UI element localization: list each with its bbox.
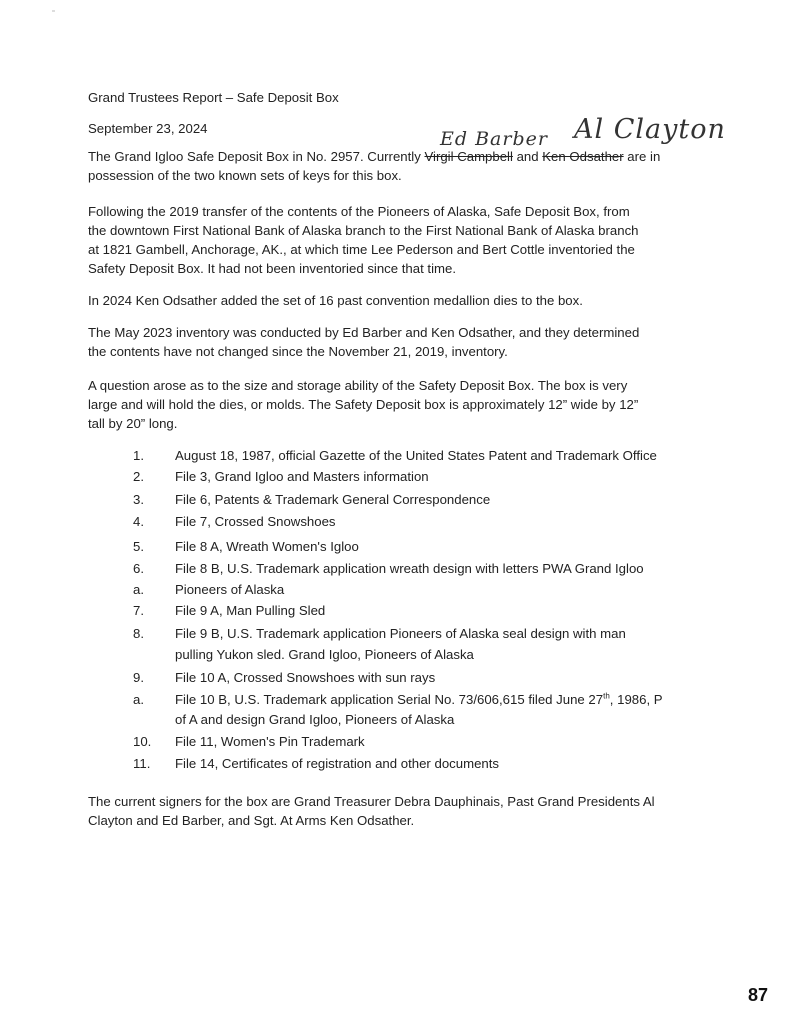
- paragraph-keys-line2: possession of the two known sets of keys for this box.: [88, 168, 402, 183]
- list-item: August 18, 1987, official Gazette of the United States Patent and Trademark Office: [175, 448, 657, 463]
- paragraph-inventory-line: the contents have not changed since the November 21, 2019, inventory.: [88, 344, 508, 359]
- list-number: 8.: [133, 626, 144, 641]
- list-item: File 3, Grand Igloo and Masters information: [175, 469, 429, 484]
- list-item: File 8 A, Wreath Women's Igloo: [175, 539, 359, 554]
- text: are in: [623, 149, 661, 164]
- paragraph-keys: [88, 147, 660, 166]
- handwritten-name-ed-barber: Ed Barber: [440, 128, 548, 150]
- paragraph-transfer-line: Safety Deposit Box. It had not been inventoried since that time.: [88, 261, 457, 276]
- handwritten-name-al-clayton: Al Clayton: [574, 114, 726, 145]
- superscript: th: [603, 691, 610, 701]
- paragraph-size-line: A question arose as to the size and storage ability of the Safety Deposit Box. The box is very: [88, 378, 628, 393]
- list-number: 1.: [133, 448, 144, 463]
- text: , 1986, P: [609, 692, 663, 707]
- list-item: File 7, Crossed Snowshoes: [175, 514, 336, 529]
- text: The Grand Igloo Safe Deposit Box in No. 2957. Currently: [88, 149, 425, 164]
- list-number: a.: [133, 582, 144, 597]
- list-number: 11.: [133, 756, 151, 771]
- list-item: File 9 A, Man Pulling Sled: [175, 603, 326, 618]
- list-number: 6.: [133, 561, 144, 576]
- list-number: 4.: [133, 514, 144, 529]
- report-title: Grand Trustees Report – Safe Deposit Box: [88, 90, 339, 105]
- list-item: [175, 690, 663, 709]
- text: File 10 B, U.S. Trademark application Serial No. 73/606,615 filed June 27: [175, 692, 604, 707]
- scan-speck: [52, 10, 55, 12]
- paragraph-size-line: large and will hold the dies, or molds. The Safety Deposit box is approximately 12” wide by 12”: [88, 397, 639, 412]
- list-item: File 11, Women's Pin Trademark: [175, 734, 365, 749]
- list-number: 9.: [133, 670, 144, 685]
- list-item: File 8 B, U.S. Trademark application wreath design with letters PWA Grand Igloo: [175, 561, 644, 576]
- paragraph-signers-line: The current signers for the box are Grand Treasurer Debra Dauphinais, Past Grand Presidents Al: [88, 794, 655, 809]
- list-number: 7.: [133, 603, 144, 618]
- list-item-continuation: of A and design Grand Igloo, Pioneers of Alaska: [175, 712, 455, 727]
- list-item: File 14, Certificates of registration and other documents: [175, 756, 499, 771]
- paragraph-signers-line: Clayton and Ed Barber, and Sgt. At Arms Ken Odsather.: [88, 813, 415, 828]
- paragraph-transfer-line: the downtown First National Bank of Alaska branch to the First National Bank of Alaska branch: [88, 223, 639, 238]
- page-number: 87: [748, 985, 769, 1005]
- paragraph-size-line: tall by 20” long.: [88, 416, 178, 431]
- text: and: [512, 149, 543, 164]
- paragraph-transfer-line: Following the 2019 transfer of the contents of the Pioneers of Alaska, Safe Deposit Box, from: [88, 204, 630, 219]
- report-date: September 23, 2024: [88, 121, 208, 136]
- list-number: 3.: [133, 492, 144, 507]
- list-number: 5.: [133, 539, 144, 554]
- struck-name: Ken Odsather: [542, 149, 624, 164]
- paragraph-transfer-line: at 1821 Gambell, Anchorage, AK., at which time Lee Pederson and Bert Cottle inventoried the: [88, 242, 635, 257]
- list-item: File 6, Patents & Trademark General Correspondence: [175, 492, 491, 507]
- list-item: File 9 B, U.S. Trademark application Pioneers of Alaska seal design with man: [175, 626, 626, 641]
- list-item: File 10 A, Crossed Snowshoes with sun rays: [175, 670, 436, 685]
- struck-name: Virgil Campbell: [424, 149, 513, 164]
- list-number: 2.: [133, 469, 144, 484]
- paragraph-inventory-line: The May 2023 inventory was conducted by Ed Barber and Ken Odsather, and they determined: [88, 325, 640, 340]
- list-number: 10.: [133, 734, 152, 749]
- list-item-continuation: pulling Yukon sled. Grand Igloo, Pioneers of Alaska: [175, 647, 474, 662]
- paragraph-medallion: In 2024 Ken Odsather added the set of 16 past convention medallion dies to the box.: [88, 293, 583, 308]
- list-number: a.: [133, 692, 144, 707]
- list-item: Pioneers of Alaska: [175, 582, 285, 597]
